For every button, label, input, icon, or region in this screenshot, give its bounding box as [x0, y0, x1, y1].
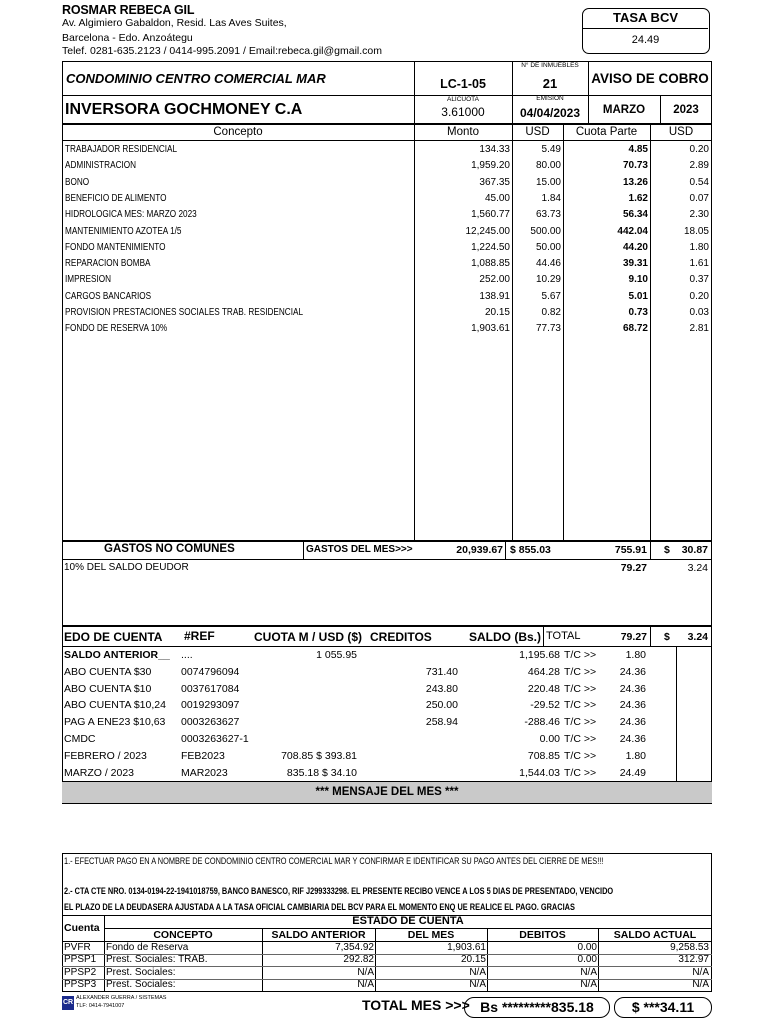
expense-row — [64, 272, 712, 288]
alicuota-label: ALICUOTA — [446, 96, 480, 103]
expense-cuota-usd: 2.30 — [689, 209, 709, 221]
expense-usd: 80.00 — [535, 160, 561, 172]
gastos-cuota-usd-sign: $ — [664, 544, 670, 556]
estado-del-mes: 20.15 — [460, 954, 486, 966]
inmuebles-count: 21 — [542, 76, 558, 91]
estado-col-cuenta: Cuenta — [64, 922, 100, 934]
account-rate: 24.36 — [619, 665, 646, 678]
account-ref: .... — [181, 649, 193, 661]
account-tc: T/C >> — [564, 766, 597, 779]
expense-cuota-usd: 0.03 — [689, 307, 709, 318]
expense-row — [64, 289, 712, 305]
expense-usd: 15.00 — [535, 176, 561, 188]
estado-title: ESTADO DE CUENTA — [352, 915, 464, 927]
account-ref: 0074796094 — [181, 665, 240, 678]
expense-cuota: 5.01 — [628, 290, 648, 302]
note-line-2: 2.- CTA CTE NRO. 0134-0194-22-1941018759, BANCO BANESCO, RIF J299333298. EL PRESENTE RECIBO VENCE A LOS 5 DIAS DE PRESENTADO, VENCIDO — [64, 886, 614, 896]
account-row — [64, 748, 712, 765]
expense-cuota: 13.26 — [622, 176, 648, 188]
col-usd-2: USD — [668, 126, 694, 138]
col-monto: Monto — [447, 126, 479, 138]
account-creditos: 250.00 — [425, 699, 458, 712]
acct-ref-header: #REF — [184, 629, 215, 643]
account-row — [64, 731, 712, 748]
account-rate: 24.36 — [619, 682, 646, 695]
expense-monto: 12,245.00 — [465, 225, 510, 237]
account-tc: T/C >> — [564, 699, 597, 712]
acct-total-bs: 79.27 — [620, 631, 647, 643]
account-saldo: 1,544.03 — [519, 766, 560, 779]
expense-cuota: 9.10 — [628, 274, 648, 286]
expense-cuota: 56.34 — [622, 209, 648, 221]
unit-code: LC-1-05 — [440, 77, 486, 91]
saldo-deudor-label: 10% DEL SALDO DEUDOR — [64, 562, 189, 573]
expense-row — [64, 175, 712, 191]
estado-debitos: 0.00 — [577, 954, 597, 966]
estado-row — [62, 942, 712, 954]
expense-usd: 77.73 — [535, 323, 561, 335]
acct-cuota-header: CUOTA M / USD ($) — [254, 630, 362, 644]
total-mes-bs: Bs *********835.18 — [464, 997, 610, 1018]
account-ref: 0037617084 — [181, 682, 240, 695]
estado-row — [62, 967, 712, 979]
estado-col-saldo-actual: SALDO ACTUAL — [613, 929, 697, 941]
expense-row — [64, 191, 712, 207]
estado-col-debitos: DEBITOS — [519, 929, 566, 941]
acct-edo-header: EDO DE CUENTA — [64, 630, 163, 644]
expense-cuota: 44.20 — [622, 241, 648, 253]
expense-row — [64, 142, 712, 158]
estado-concepto: Prest. Sociales: TRAB. — [106, 954, 208, 966]
account-saldo: 464.28 — [527, 665, 560, 678]
gastos-cuota-usd: 30.87 — [681, 544, 708, 556]
expense-cuota-usd: 1.61 — [689, 258, 709, 270]
issuer-contact: Telef. 0281-635.2123 / 0414-995.2091 / Email:rebeca.gil@gmail.com — [62, 45, 383, 57]
expense-concepto: PROVISION PRESTACIONES SOCIALES TRAB. RESIDENCIAL — [65, 307, 304, 318]
inmuebles-label: N° DE INMUEBLES — [521, 62, 579, 69]
logo-badge: CR — [62, 996, 74, 1010]
expense-cuota: 70.73 — [622, 160, 648, 172]
tasa-bcv-box — [582, 8, 710, 54]
account-row — [64, 647, 712, 664]
account-saldo: 1,195.68 — [519, 649, 560, 661]
account-ref: 0003263627-1 — [181, 733, 249, 745]
account-creditos: 731.40 — [425, 665, 458, 678]
estado-row — [62, 979, 712, 991]
expense-concepto: FONDO MANTENIMIENTO — [65, 241, 166, 253]
estado-col-concepto: CONCEPTO — [153, 929, 213, 941]
estado-debitos: N/A — [580, 966, 597, 978]
expense-concepto: BENEFICIO DE ALIMENTO — [65, 192, 167, 204]
gastos-no-comunes: GASTOS NO COMUNES — [104, 543, 235, 555]
gastos-cuota-parte: 755.91 — [614, 544, 647, 556]
expense-row — [64, 224, 712, 240]
estado-del-mes: N/A — [469, 966, 486, 978]
expense-concepto: ADMINISTRACION — [65, 160, 137, 172]
estado-saldo-anterior: N/A — [357, 966, 374, 978]
account-saldo: 0.00 — [539, 733, 560, 745]
expense-concepto: TRABAJADOR RESIDENCIAL — [65, 144, 178, 155]
account-saldo: -288.46 — [524, 716, 560, 729]
account-concepto: CMDC — [64, 733, 96, 745]
account-ref: MAR2023 — [181, 766, 228, 779]
account-creditos: 243.80 — [425, 682, 458, 695]
tasa-bcv-value: 24.49 — [631, 34, 660, 46]
expense-row — [64, 240, 712, 256]
billing-month: MARZO — [602, 104, 646, 116]
expense-cuota-usd: 1.80 — [689, 241, 709, 253]
account-tc: T/C >> — [564, 682, 597, 695]
total-mes-label: TOTAL MES >>> — [362, 997, 470, 1013]
expense-monto: 252.00 — [479, 274, 510, 286]
account-concepto: ABO CUENTA $10 — [64, 682, 152, 695]
owner-name: INVERSORA GOCHMONEY C.A — [65, 101, 303, 118]
expense-cuota: 442.04 — [617, 225, 648, 237]
estado-saldo-anterior: N/A — [357, 978, 374, 990]
account-row — [64, 697, 712, 714]
estado-row — [62, 954, 712, 966]
estado-cuenta: PPSP2 — [64, 966, 97, 978]
issuer-address-1: Av. Algimiero Gabaldon, Resid. Las Aves Suites, — [62, 17, 287, 29]
account-ref: FEB2023 — [181, 749, 225, 762]
gastos-del-mes-usd: $ 855.03 — [510, 544, 551, 556]
account-rate: 24.36 — [619, 733, 646, 745]
expense-cuota-usd: 0.20 — [689, 144, 709, 155]
expense-concepto: REPARACION BOMBA — [65, 258, 151, 270]
estado-cuenta: PPSP3 — [64, 978, 97, 990]
account-concepto: ABO CUENTA $10,24 — [64, 699, 166, 712]
saldo-deudor-bs: 79.27 — [620, 562, 647, 574]
expense-cuota: 39.31 — [622, 258, 648, 270]
expense-usd: 0.82 — [541, 307, 561, 318]
account-tc: T/C >> — [564, 649, 597, 661]
condominium-name: CONDOMINIO CENTRO COMERCIAL MAR — [66, 71, 326, 86]
account-cuota: 835.18 $ 34.10 — [286, 766, 357, 779]
estado-concepto: Prest. Sociales: — [106, 966, 176, 978]
col-concepto: Concepto — [213, 126, 263, 138]
account-saldo: 220.48 — [527, 682, 560, 695]
estado-del-mes: 1,903.61 — [447, 942, 486, 953]
account-row — [64, 681, 712, 698]
account-cuota: 708.85 $ 393.81 — [281, 749, 357, 762]
estado-debitos: 0.00 — [577, 942, 597, 953]
expense-monto: 367.35 — [479, 176, 510, 188]
account-row — [64, 765, 712, 782]
expense-cuota-usd: 2.81 — [689, 323, 709, 335]
account-row — [64, 664, 712, 681]
expense-monto: 1,959.20 — [471, 160, 510, 172]
account-cuota: 1 055.95 — [316, 649, 357, 661]
expense-usd: 50.00 — [535, 241, 561, 253]
account-rate: 1.80 — [625, 649, 646, 661]
estado-col-del-mes: DEL MES — [407, 929, 455, 941]
expense-cuota-usd: 2.89 — [689, 160, 709, 172]
note-line-3: EL PLAZO DE LA DEUDASERA AJUSTADA A LA TASA OFICIAL CAMBIARIA DEL BCV PARA EL MOMENTO ENQ UE REALICE EL PAGO. GRACIAS — [64, 902, 575, 912]
billing-year: 2023 — [673, 104, 699, 116]
account-rate: 24.49 — [619, 766, 646, 779]
account-tc: T/C >> — [564, 716, 597, 729]
message-banner-text: *** MENSAJE DEL MES *** — [315, 786, 459, 798]
expense-monto: 1,088.85 — [471, 258, 510, 270]
estado-concepto: Fondo de Reserva — [106, 942, 189, 953]
expense-cuota-usd: 0.20 — [689, 290, 709, 302]
expense-usd: 44.46 — [535, 258, 561, 270]
estado-concepto: Prest. Sociales: — [106, 978, 176, 990]
footer-credit-1: ALEXANDER GUERRA / SISTEMAS — [76, 995, 167, 1001]
expense-cuota: 68.72 — [622, 323, 648, 335]
expense-monto: 1,903.61 — [471, 323, 510, 335]
account-tc: T/C >> — [564, 749, 597, 762]
notice-title: AVISO DE COBRO — [591, 71, 709, 86]
tasa-bcv-label: TASA BCV — [613, 10, 678, 25]
expense-concepto: BONO — [65, 176, 90, 188]
message-banner — [62, 781, 712, 804]
account-tc: T/C >> — [564, 733, 597, 745]
estado-saldo-actual: N/A — [692, 966, 709, 978]
expense-usd: 5.67 — [541, 290, 561, 302]
expense-concepto: MANTENIMIENTO AZOTEA 1/5 — [65, 225, 182, 237]
estado-saldo-actual: 9,258.53 — [670, 942, 709, 953]
account-tc: T/C >> — [564, 665, 597, 678]
expense-usd: 1.84 — [541, 192, 561, 204]
estado-cuenta: PVFR — [64, 942, 91, 953]
expense-monto: 20.15 — [484, 307, 510, 318]
expense-cuota-usd: 0.54 — [689, 176, 709, 188]
expense-monto: 1,224.50 — [471, 241, 510, 253]
total-mes-usd: $ ***34.11 — [614, 997, 712, 1018]
account-concepto: MARZO / 2023 — [64, 766, 135, 779]
expense-monto: 138.91 — [479, 290, 510, 302]
expense-usd: 63.73 — [535, 209, 561, 221]
expense-monto: 134.33 — [479, 144, 510, 155]
saldo-deudor-usd: 3.24 — [687, 562, 708, 574]
expense-concepto: HIDROLOGICA MES: MARZO 2023 — [65, 209, 197, 221]
account-rate: 24.36 — [619, 716, 646, 729]
expense-concepto: FONDO DE RESERVA 10% — [65, 323, 168, 335]
account-saldo: 708.85 — [527, 749, 560, 762]
expense-row — [64, 321, 712, 337]
expense-concepto: IMPRESION — [65, 274, 112, 286]
estado-saldo-anterior: 7,354.92 — [335, 942, 374, 953]
account-concepto: PAG A ENE23 $10,63 — [64, 716, 166, 729]
expense-row — [64, 158, 712, 174]
expense-cuota-usd: 0.37 — [689, 274, 709, 286]
acct-saldo-header: SALDO (Bs.) — [469, 630, 541, 644]
note-line-1: 1.- EFECTUAR PAGO EN A NOMBRE DE CONDOMINIO CENTRO COMERCIAL MAR Y CONFIRMAR E IDENTIFICAR SU PAGO ANTES DEL CIERRE DE MES!!! — [64, 856, 604, 866]
expense-usd: 5.49 — [541, 144, 561, 155]
estado-del-mes: N/A — [469, 978, 486, 990]
expense-concepto: CARGOS BANCARIOS — [65, 290, 152, 302]
expense-monto: 45.00 — [484, 192, 510, 204]
expense-cuota: 0.73 — [628, 307, 648, 318]
footer-credit-2: TLF: 0414-7941007 — [76, 1003, 125, 1009]
account-concepto: SALDO ANTERIOR__ — [64, 649, 170, 661]
estado-saldo-actual: N/A — [692, 978, 709, 990]
expense-row — [64, 305, 712, 321]
estado-saldo-actual: 312.97 — [678, 954, 709, 966]
expense-cuota-usd: 18.05 — [683, 225, 709, 237]
col-usd: USD — [525, 126, 550, 138]
alicuota-value: 3.61000 — [441, 105, 485, 119]
issuer-name: ROSMAR REBECA GIL — [62, 3, 195, 17]
account-ref: 0003263627 — [181, 716, 240, 729]
expense-cuota: 4.85 — [628, 144, 648, 155]
account-rate: 1.80 — [625, 749, 646, 762]
estado-debitos: N/A — [580, 978, 597, 990]
col-cuota-parte: Cuota Parte — [575, 126, 638, 138]
account-saldo: -29.52 — [530, 699, 560, 712]
account-concepto: FEBRERO / 2023 — [64, 749, 147, 762]
account-rate: 24.36 — [619, 699, 646, 712]
expense-monto: 1,560.77 — [471, 209, 510, 221]
acct-total-sign: $ — [664, 631, 670, 643]
issuer-address-2: Barcelona - Edo. Anzoátegu — [62, 32, 193, 44]
account-concepto: ABO CUENTA $30 — [64, 665, 152, 678]
account-creditos: 258.94 — [425, 716, 458, 729]
account-ref: 0019293097 — [181, 699, 240, 712]
estado-col-saldo-anterior: SALDO ANTERIOR — [271, 929, 366, 941]
expense-cuota-usd: 0.07 — [689, 192, 709, 204]
gastos-del-mes-label: GASTOS DEL MES>>> — [306, 544, 413, 555]
estado-cuenta: PPSP1 — [64, 954, 97, 966]
expense-usd: 10.29 — [535, 274, 561, 286]
acct-total-usd: 3.24 — [687, 631, 708, 643]
gastos-del-mes-monto: 20,939.67 — [456, 544, 503, 556]
acct-creditos-header: CREDITOS — [370, 630, 432, 644]
emision-label: EMISION — [536, 95, 564, 102]
estado-saldo-anterior: 292.82 — [343, 954, 374, 966]
account-row — [64, 714, 712, 731]
expense-row — [64, 256, 712, 272]
acct-total-header: TOTAL — [546, 630, 581, 642]
expense-cuota: 1.62 — [628, 192, 648, 204]
expense-row — [64, 207, 712, 223]
emision-date: 04/04/2023 — [519, 106, 581, 120]
expense-usd: 500.00 — [530, 225, 561, 237]
